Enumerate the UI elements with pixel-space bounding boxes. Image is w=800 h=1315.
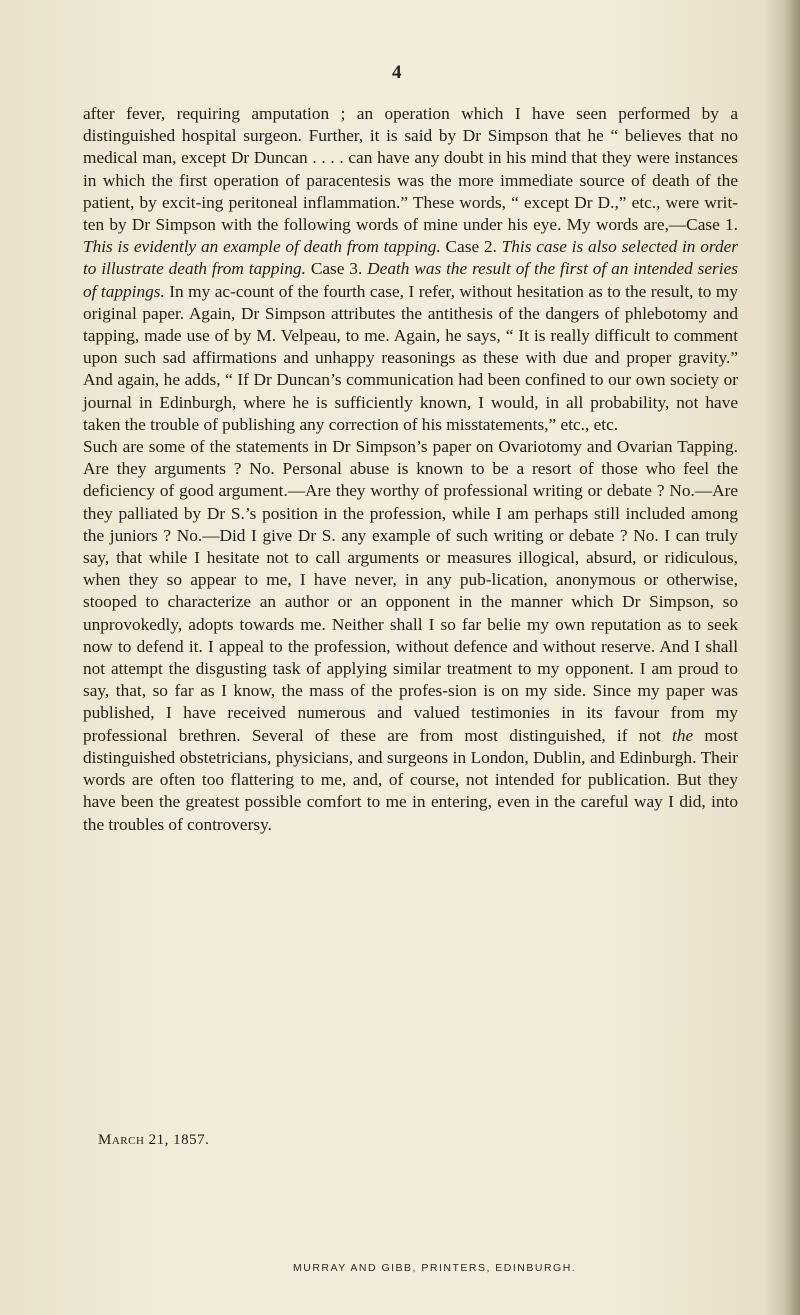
paragraph-1-text-2: Case 2. xyxy=(445,237,497,257)
paragraph-1-text-1: after fever, requiring amputation ; an operation which I have seen performed by a distinguished hospital surgeon. Further, it is said by Dr Simpson that he “ believes that no medical man, except Dr Duncan . . . . can have any doubt in his mind that they were instances in which the first operation of paracentesis was the more immediate source of death of the patient, by excit-ing peritoneal inflammation.” These words, “ except Dr D.,” etc., were writ-ten by Dr Simpson with the following words of mine under his eye. My words are,—Case 1. xyxy=(83,104,738,235)
dateline: March 21, 1857. xyxy=(98,1132,210,1148)
paragraph-1-text-4: In my ac-count of the fourth case, I refer, without hesitation as to the result, to my original paper. Again, Dr Simpson attributes the antithesis of the dangers of phlebotomy and tapping, made use of by M. Velpeau, to me. Again, he says, “ It is really difficult to comment upon such sad affirmations and unhappy reasonings as these with due and proper gravity.” And again, he adds, “ If Dr Duncan’s communication had been confined to our own society or journal in Edinburgh, where he is sufficiently known, I would, in all probability, not have taken the trouble of publishing any correction of his misstatements,” etc., etc. xyxy=(83,281,738,434)
paragraph-1-italic-3: Death was the result of the first of an intended series of tappings. xyxy=(83,259,738,301)
paragraph-2-text-1: Such are some of the statements in Dr Simpson’s paper on Ovariotomy and Ovarian Tapping. Are they arguments ? No. Personal abuse is known to be a resort of those who feel the deficiency of good argument.—Are they worthy of professional writing or debate ? No.—Are they palliated by Dr S.’s position in the profession, while I am perhaps still included among the juniors ? No.—Did I give Dr S. any example of such writing or debate ? No. I can truly say, that while I hesitate not to call arguments or measures illogical, absurd, or ridiculous, when they so appear to me, I have never, in any pub-lication, anonymous or otherwise, stooped to characterize an author or an opponent in the manner which Dr Simpson, so unprovokedly, adopts towards me. Neither shall I so far belie my own reputation as to seek now to defend it. I appeal to the profession, without defence and without reserve. And I shall not attempt the disgusting task of applying similar treatment to my opponent. I am proud to say, that, so far as I know, the mass of the profes-sion is on my side. Since my paper was published, I have received numerous and valued testimonies in its favour from my professional brethren. Several of these are from most distinguished, if not xyxy=(83,437,738,745)
page-number: 4 xyxy=(392,62,402,83)
paragraph-1-italic-1: This is evidently an example of death from tapping. xyxy=(83,237,441,257)
printer-imprint: MURRAY AND GIBB, PRINTERS, EDINBURGH. xyxy=(293,1262,577,1274)
paragraph-2-italic-1: the xyxy=(672,725,694,745)
body-text xyxy=(83,103,738,836)
paragraph-1 xyxy=(83,103,738,436)
paragraph-1-italic-2: This case is also selected in order to illustrate death from tapping. xyxy=(83,237,738,279)
paragraph-2 xyxy=(83,436,738,836)
page-edge-shadow xyxy=(764,0,800,1315)
paragraph-2-text-2: most distinguished obstetricians, physicians, and surgeons in London, Dublin, and Edinburgh. Their words are often too flattering to me, and, of course, not intended for publication. But they have been the greatest possible comfort to me in entering, even in the careful way I did, into the troubles of controversy. xyxy=(83,725,738,834)
paragraph-1-text-3: Case 3. xyxy=(310,259,363,279)
